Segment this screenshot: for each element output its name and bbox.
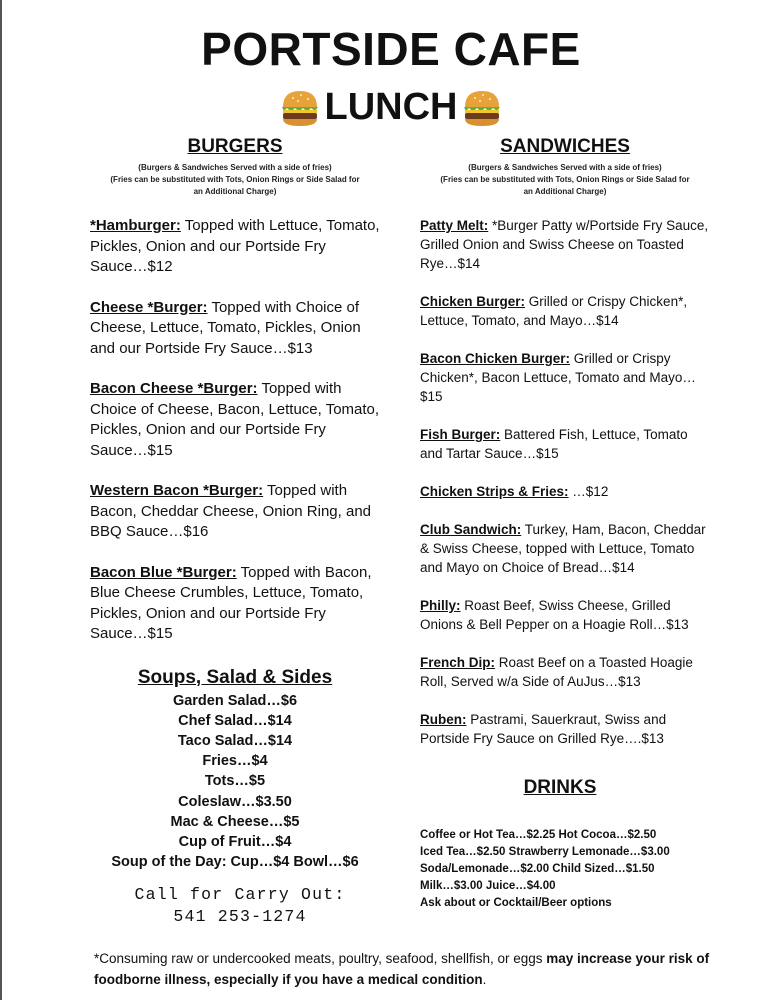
food-safety-disclaimer	[94, 948, 734, 990]
side-item: Soup of the Day: Cup…$4 Bowl…$6	[111, 854, 359, 871]
menu-item-bacon-blue-burger	[90, 563, 380, 645]
item-desc: Grilled or Crispy Chicken*, Lettuce, Tomato, and Mayo…$14	[420, 294, 688, 328]
note-line: (Burgers & Sandwiches Served with a side of fries)	[468, 163, 662, 172]
drink-line: Iced Tea…$2.50 Strawberry Lemonade…$3.00	[420, 846, 670, 858]
side-item: Taco Salad…$14	[177, 732, 293, 749]
carry-out	[90, 884, 390, 928]
drink-line: Milk…$3.00 Juice…$4.00	[420, 880, 556, 892]
item-desc: Turkey, Ham, Bacon, Cheddar & Swiss Cheese, topped with Lettuce, Tomato and Mayo on Choice of Bread…$14	[420, 522, 706, 575]
menu-item-cheese-burger	[90, 298, 380, 360]
item-desc: Topped with Bacon, Blue Cheese Crumbles, Lettuce, Tomato, Pickles, Onion and our Portside Fry Sauce…$15	[90, 563, 372, 642]
menu-item-bacon-chicken-burger	[420, 349, 710, 406]
item-name: *Hamburger:	[90, 217, 181, 234]
item-name: French Dip:	[420, 655, 496, 670]
menu-item-western-bacon-burger	[90, 481, 380, 543]
lunch-label: LUNCH	[324, 86, 458, 128]
menu-item-philly	[420, 596, 710, 634]
item-name: Philly:	[420, 598, 461, 613]
item-name: Bacon Blue *Burger:	[90, 563, 237, 581]
lunch-heading	[2, 86, 778, 129]
phone-number: 541 253-1274	[173, 907, 307, 926]
item-name: Cheese *Burger:	[90, 298, 208, 316]
item-desc: Roast Beef on a Toasted Hoagie Roll, Served w/a Side of AuJus…$13	[420, 655, 693, 689]
sandwiches-heading: SANDWICHES	[500, 136, 630, 157]
menu-item-chicken-strips	[420, 482, 710, 501]
disclaimer-bold-text: may increase your risk of foodborne illness, especially if you have a medical condition	[94, 951, 710, 987]
side-item: Chef Salad…$14	[178, 712, 292, 729]
note-line: (Fries can be substituted with Tots, Onion Rings or Side Salad for	[110, 175, 360, 184]
menu-item-french-dip	[420, 653, 710, 691]
menu-item-patty-melt	[420, 216, 710, 273]
burgers-column	[90, 136, 380, 872]
drink-line: Soda/Lemonade…$2.00 Child Sized…$1.50	[420, 863, 655, 875]
item-desc: …$12	[568, 484, 609, 499]
item-name: Ruben:	[420, 712, 467, 727]
side-item: Cup of Fruit…$4	[178, 833, 292, 850]
item-desc: Pastrami, Sauerkraut, Swiss and Portside Fry Sauce on Grilled Rye….$13	[420, 712, 667, 746]
item-name: Chicken Strips & Fries:	[420, 484, 569, 499]
disclaimer-text: *Consuming raw or undercooked meats, poultry, seafood, shellfish, or eggs	[94, 951, 547, 966]
item-desc: Topped with Bacon, Cheddar Cheese, Onion Ring, and BBQ Sauce…$16	[90, 482, 372, 540]
item-desc: Grilled or Crispy Chicken*, Bacon Lettuce, Tomato and Mayo…$15	[420, 351, 696, 404]
menu-item-bacon-cheese-burger	[90, 379, 380, 461]
menu-item-ruben	[420, 710, 710, 748]
item-desc: Topped with Choice of Cheese, Lettuce, Tomato, Pickles, Onion and our Portside Fry Sauce…$13	[90, 298, 361, 357]
menu-item-club-sandwich	[420, 520, 710, 577]
item-name: Chicken Burger:	[420, 294, 526, 309]
item-desc: Topped with Lettuce, Tomato, Pickles, Onion and our Portside Fry Sauce…$12	[90, 217, 380, 275]
menu-item-hamburger	[90, 216, 380, 278]
item-desc: *Burger Patty w/Portside Fry Sauce, Grilled Onion and Swiss Cheese on Toasted Rye…$14	[420, 218, 709, 271]
item-desc: Roast Beef, Swiss Cheese, Grilled Onions & Bell Pepper on a Hoagie Roll…$13	[420, 598, 689, 632]
item-desc: Battered Fish, Lettuce, Tomato and Tartar Sauce…$15	[420, 427, 688, 461]
burgers-heading: BURGERS	[187, 136, 283, 157]
side-item: Mac & Cheese…$5	[170, 813, 300, 830]
note-line: an Additional Charge)	[523, 187, 607, 196]
menu-item-fish-burger	[420, 425, 710, 463]
item-name: Club Sandwich:	[420, 522, 522, 537]
sandwiches-column	[420, 136, 710, 748]
side-item: Garden Salad…$6	[172, 692, 298, 709]
menu-item-chicken-burger	[420, 292, 710, 330]
page-title: PORTSIDE CAFE	[201, 23, 581, 75]
item-name: Western Bacon *Burger:	[90, 482, 264, 499]
burgers-note	[90, 162, 380, 198]
item-name: Fish Burger:	[420, 427, 501, 442]
carry-out-label: Call for Carry Out:	[134, 885, 346, 904]
sides-list	[90, 691, 380, 873]
item-desc: Topped with Choice of Cheese, Bacon, Lettuce, Tomato, Pickles, Onion and our Portside Fry Sauce…$15	[90, 380, 380, 459]
drink-line: Coffee or Hot Tea…$2.25 Hot Cocoa…$2.50	[420, 829, 657, 841]
burger-icon	[279, 87, 321, 129]
item-name: Bacon Cheese *Burger:	[90, 380, 258, 397]
side-item: Fries…$4	[202, 753, 268, 770]
side-item: Coleslaw…$3.50	[178, 793, 292, 810]
disclaimer-end: .	[482, 972, 487, 987]
note-line: an Additional Charge)	[193, 187, 277, 196]
note-line: (Fries can be substituted with Tots, Onion Rings or Side Salad for	[440, 175, 690, 184]
item-name: Bacon Chicken Burger:	[420, 351, 571, 366]
sandwiches-note	[420, 162, 710, 198]
drink-line: Ask about or Cocktail/Beer options	[420, 897, 612, 909]
item-name: Patty Melt:	[420, 218, 489, 233]
note-line: (Burgers & Sandwiches Served with a side of fries)	[138, 163, 332, 172]
side-item: Tots…$5	[204, 773, 266, 790]
sides-heading: Soups, Salad & Sides	[137, 666, 333, 688]
burger-icon	[461, 87, 503, 129]
drinks-heading: DRINKS	[523, 777, 597, 798]
